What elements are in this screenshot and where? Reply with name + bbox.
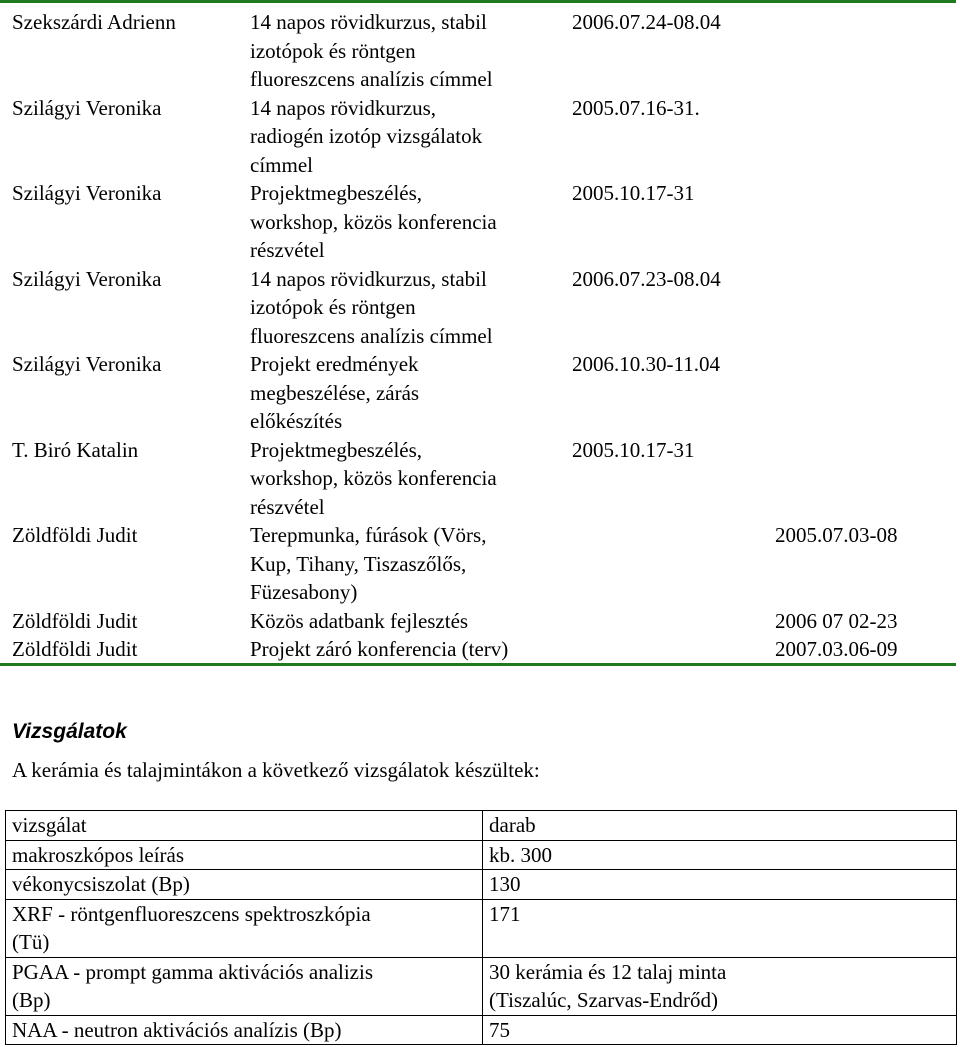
activity-name: Szekszárdi Adrienn [12, 10, 176, 34]
activity-description-line: Kup, Tihany, Tiszaszőlős, [250, 551, 467, 576]
cell-line: XRF - röntgenfluoreszcens spektroszkópia [12, 901, 371, 926]
activity-name: Zöldföldi Judit [12, 608, 138, 633]
test-name-cell [6, 840, 483, 870]
cell-line: (Tiszalúc, Szarvas-Endrőd) [489, 988, 719, 1012]
activity-description-line: workshop, közös konferencia [250, 466, 497, 490]
activity-description-line: izotópok és röntgen [250, 295, 416, 319]
activity-description [250, 436, 497, 522]
table-row [6, 957, 957, 1015]
table-row [6, 899, 957, 957]
bottom-rule [0, 663, 956, 666]
activity-description-line: előkészítés [250, 409, 343, 433]
cell-line: 171 [489, 901, 521, 926]
activity-name: Szilágyi Veronika [12, 266, 162, 291]
cell-line: vékonycsiszolat (Bp) [12, 872, 190, 896]
activity-date: 2007.03.06-09 [775, 637, 898, 661]
activity-date: 2005.07.03-08 [775, 523, 898, 547]
table-header-cell: vizsgálat [6, 811, 483, 841]
activity-description-line: 14 napos rövidkurzus, stabil [250, 10, 487, 34]
activity-description-line: Projektmegbeszélés, [250, 437, 423, 462]
cell-line: (Bp) [12, 988, 51, 1012]
activity-description-line: 14 napos rövidkurzus, [250, 95, 437, 120]
table-row [6, 1015, 957, 1045]
activity-date: 2006.10.30-11.04 [572, 352, 720, 376]
tests-table [5, 810, 957, 1045]
activity-name: T. Biró Katalin [12, 437, 139, 462]
test-count-cell [483, 899, 957, 957]
activity-name: Zöldföldi Judit [12, 637, 138, 661]
table-row [6, 870, 957, 900]
activity-date: 2006.07.24-08.04 [572, 10, 721, 34]
activity-name: Szilágyi Veronika [12, 181, 162, 205]
activity-description-line: 14 napos rövidkurzus, stabil [250, 266, 487, 291]
activity-description-line: Terepmunka, fúrások (Vörs, [250, 523, 487, 547]
test-count-cell [483, 1015, 957, 1045]
activity-description [250, 265, 493, 351]
section-intro: A kerámia és talajmintákon a következő vizsgálatok készültek: [12, 758, 540, 782]
activity-name: Zöldföldi Judit [12, 523, 138, 547]
cell-line: kb. 300 [489, 842, 552, 867]
cell-line: 30 kerámia és 12 talaj minta [489, 959, 727, 984]
top-rule [0, 0, 956, 3]
activity-date: 2006 07 02-23 [775, 608, 898, 633]
section-title: Vizsgálatok [12, 720, 127, 743]
test-name-cell [6, 1015, 483, 1045]
activity-date: 2005.07.16-31. [572, 95, 700, 120]
activity-description-line: Projekt eredmények [250, 352, 419, 376]
activity-name: Szilágyi Veronika [12, 352, 162, 376]
test-count-cell [483, 870, 957, 900]
activity-description-line: fluoreszcens analízis címmel [250, 323, 493, 348]
table-header-cell: darab [483, 811, 957, 841]
activity-description-line: izotópok és röntgen [250, 38, 416, 63]
activity-description-line: radiogén izotóp vizsgálatok [250, 124, 483, 148]
test-name-cell [6, 957, 483, 1015]
activity-description-line: részvétel [250, 494, 325, 519]
activity-description [250, 94, 482, 180]
activity-description [250, 635, 508, 664]
activity-description-line: Közös adatbank fejlesztés [250, 608, 469, 633]
cell-line: 130 [489, 872, 521, 896]
test-name-cell [6, 899, 483, 957]
activity-description-line: Füzesabony) [250, 580, 358, 604]
cell-line: NAA - neutron aktivációs analízis (Bp) [12, 1017, 342, 1042]
activity-date: 2005.10.17-31 [572, 437, 695, 462]
activity-description-line: Projekt záró konferencia (terv) [250, 637, 509, 661]
activity-description [250, 607, 468, 636]
activity-description [250, 179, 497, 265]
activity-description [250, 521, 486, 607]
activity-description-line: részvétel [250, 238, 325, 262]
test-name-cell [6, 870, 483, 900]
test-count-cell [483, 957, 957, 1015]
activity-description-line: Projektmegbeszélés, [250, 181, 423, 205]
cell-line: PGAA - prompt gamma aktivációs analizis [12, 959, 374, 984]
activity-description-line: workshop, közös konferencia [250, 209, 497, 234]
cell-line: makroszkópos leírás [12, 842, 185, 867]
table-row [6, 840, 957, 870]
activity-description [250, 350, 419, 436]
activity-name: Szilágyi Veronika [12, 95, 162, 120]
test-count-cell [483, 840, 957, 870]
activity-description [250, 8, 493, 94]
activity-date: 2006.07.23-08.04 [572, 266, 721, 291]
activity-date: 2005.10.17-31 [572, 181, 695, 205]
cell-line: (Tü) [12, 930, 50, 954]
cell-line: 75 [489, 1017, 510, 1042]
activity-description-line: címmel [250, 152, 313, 177]
activity-description-line: megbeszélése, zárás [250, 380, 420, 405]
table-header-row [6, 811, 957, 841]
activity-description-line: fluoreszcens analízis címmel [250, 67, 493, 91]
